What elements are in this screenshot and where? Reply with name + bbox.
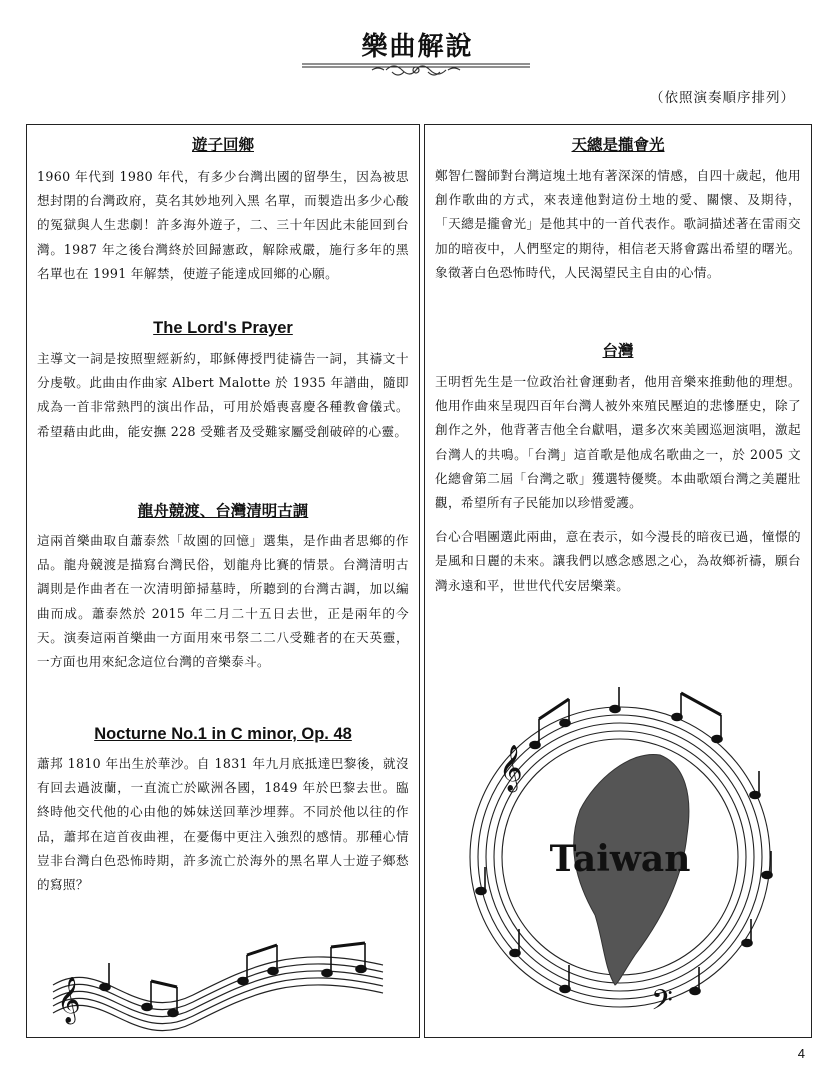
svg-text:𝄞: 𝄞 bbox=[57, 977, 81, 1023]
section-heading: 龍舟競渡、台灣清明古調 bbox=[137, 502, 309, 520]
section-tian-zong bbox=[435, 133, 801, 285]
left-column bbox=[26, 124, 420, 1038]
taiwan-label: Taiwan bbox=[549, 838, 691, 880]
title-ornament bbox=[302, 58, 530, 80]
section-taiwan bbox=[435, 339, 801, 598]
right-column bbox=[424, 124, 812, 1038]
svg-text:𝄢: 𝄢 bbox=[651, 984, 673, 1024]
section-heading: Nocturne No.1 in C minor, Op. 48 bbox=[94, 725, 352, 743]
section-text: 1960 年代到 1980 年代，有多少台灣出國的留學生，因為被思想封閉的台灣政府，莫名其妙地列入黑 名單，而製造出多少心酸的冤獄與人生悲劇！許多海外遊子，二、三十年因此未能回到台灣。1987 年之後台灣終於回歸憲政，解除戒嚴，施行多年的黑名單也在 1991 年解禁，使遊子能達成回鄉的心願。 bbox=[37, 169, 409, 281]
section-text: 主導文一詞是按照聖經新約，耶穌傳授門徒禱告一詞，其禱文十分虔敬。此曲由作曲家 Albert Malotte 於 1935 年譜曲，隨即成為一首非常熱門的演出作品，可用於婚喪喜慶各種教會儀式。希望藉由此曲，能安撫 228 受難者及受難家屬受創破碎的心靈。 bbox=[37, 351, 409, 439]
music-staff-illustration bbox=[43, 915, 403, 1035]
order-note: （依照演奏順序排列） bbox=[650, 90, 795, 106]
page-number: 4 bbox=[797, 1046, 805, 1061]
section-text: 這兩首樂曲取自蕭泰然「故園的回憶」選集，是作曲者思鄉的作品。龍舟競渡是描寫台灣民俗，划龍舟比賽的情景。台灣清明古調則是作曲者在一次清明節掃墓時，所聽到的台灣古調，加以編曲而成。蕭泰然於 2015 年二月二十五日去世，正是兩年的今天。演奏這兩首樂曲一方面用來弔祭二二八受難者的在天英靈，一方面也用來紀念這位台灣的音樂泰斗。 bbox=[37, 533, 409, 670]
section-heading: The Lord's Prayer bbox=[153, 319, 293, 337]
section-heading: 遊子回鄉 bbox=[191, 136, 254, 154]
section-nocturne bbox=[37, 725, 409, 897]
svg-text:𝄞: 𝄞 bbox=[499, 745, 523, 791]
section-text: 蕭邦 1810 年出生於華沙。自 1831 年九月底抵達巴黎後，就沒有回去過波蘭，一直流亡於歐洲各國，1849 年於巴黎去世。臨終時他交代他的心由他的姊妹送回華沙埋葬。不同於他以往的作品，蕭邦在這首夜曲裡，在憂傷中更注入強烈的感情。那種心情豈非台灣白色恐怖時期，許多流亡於海外的黑名單人士遊子鄉愁的寫照？ bbox=[37, 756, 409, 893]
closing-text: 台心合唱團選此兩曲，意在表示，如今漫長的暗夜已過，憧憬的是風和日麗的未來。讓我們以感念感恩之心，為故鄉祈禱，願台灣永遠和平，世世代代安居樂業。 bbox=[435, 529, 801, 593]
section-lords-prayer bbox=[37, 319, 409, 444]
section-text: 鄭智仁醫師對台灣這塊土地有著深深的情感，自四十歲起，他用創作歌曲的方式，來表達他對這份土地的愛、關懷、及期待，「天總是攏會光」是他其中的一首代表作。歌詞描述著在雷雨交加的暗夜中，人們堅定的期待，相信老天將會露出希望的曙光。象徵著白色恐怖時代，人民渴望民主自由的心情。 bbox=[435, 168, 801, 280]
section-dragon-boat bbox=[37, 499, 409, 674]
taiwan-music-illustration bbox=[455, 685, 785, 1025]
section-heading: 台灣 bbox=[602, 342, 634, 360]
page-title: 樂曲解說 bbox=[361, 32, 474, 62]
section-youzi bbox=[37, 133, 409, 286]
section-heading: 天總是攏會光 bbox=[571, 136, 665, 154]
section-text: 王明哲先生是一位政治社會運動者，他用音樂來推動他的理想。他用作曲來呈現四百年台灣人被外來殖民壓迫的悲慘歷史，除了創作之外，他背著吉他全台獻唱，還多次來美國巡迴演唱，激起台灣人的共鳴。「台灣」這首歌是他成名歌曲之一，於 2005 文化總會第二屆「台灣之歌」獲選特優獎。本曲歌頌台灣之美麗壯觀，希望所有子民能加以珍惜愛護。 bbox=[435, 374, 801, 511]
